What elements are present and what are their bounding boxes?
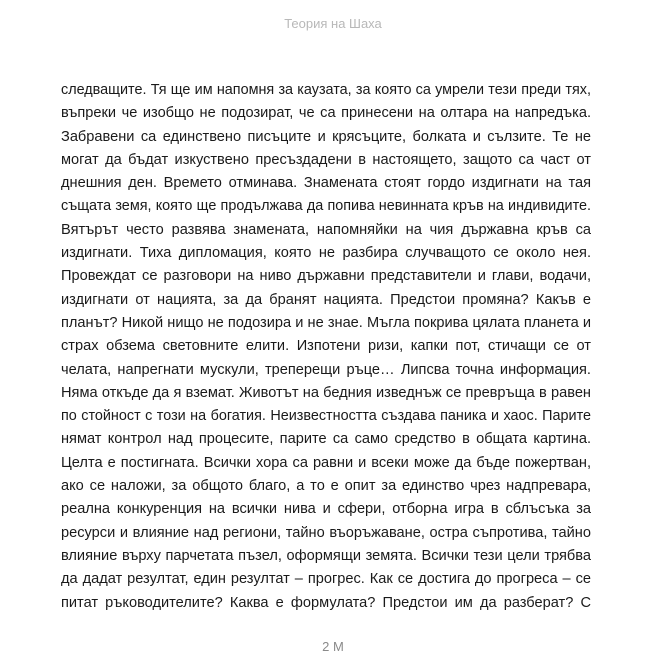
text-line: Забравени са единствено писъците и крясъците, болката и сълзите. Те не xyxy=(61,128,591,145)
text-line: влияние върху парчетата пъзел, оформящи земята. Всички тези цели трябва xyxy=(61,547,591,564)
text-line: издигнати от нацията, за да бранят нацията. Предстои промяна? Какъв е xyxy=(61,291,591,308)
text-line: могат да бъдат изкуствено пресъздадени в настоящето, защото са част от xyxy=(61,151,591,168)
page-number: 2 М xyxy=(322,639,344,654)
text-line: питат ръководителите? Каква е формулата? Предстои им да разберат? С xyxy=(61,594,591,611)
text-line: Целта е постигната. Всички хора са равни и всеки може да бъде пожертван, xyxy=(61,454,591,471)
text-line: да дадат резултат, един резултат – прогрес. Как се достига до прогреса – се xyxy=(61,571,591,588)
running-header: Теория на Шаха xyxy=(284,16,382,31)
text-line: въпреки че изобщо не подозират, че са принесени на олтара на напредъка. xyxy=(61,105,591,122)
text-line: страх обзема световните елити. Изпотени ризи, капки пот, стичащи се от xyxy=(61,338,591,355)
text-line: Няма откъде да я вземат. Животът на бедния изведнъж се превръща в равен xyxy=(61,384,591,401)
text-line: издигнати. Тиха дипломация, която не разбира случващото се около нея. xyxy=(61,245,591,262)
text-line: планът? Никой нищо не подозира и не знае. Мъгла покрива цялата планета и xyxy=(61,314,591,331)
text-line: челата, напрегнати мускули, треперещи ръце… Липсва точна информация. xyxy=(61,361,591,378)
text-line: ресурси и влияние над региони, тайно въоръжаване, остра съпротива, тайно xyxy=(61,524,591,541)
body-text xyxy=(61,79,591,615)
text-line: по стойност с този на богатия. Неизвестността създава паника и хаос. Парите xyxy=(61,408,591,425)
text-line: днешния ден. Времето отминава. Знамената стоят гордо издигнати на тая xyxy=(61,175,591,192)
text-line: Вятърът често развява знамената, напомняйки на чия държавна кръв са xyxy=(61,221,591,238)
text-line: същата земя, която ще продължава да попива невинната кръв на индивидите. xyxy=(61,198,591,215)
text-line: Провеждат се разговори на ниво държавни представители и глави, водачи, xyxy=(61,268,591,285)
text-line: ако се наложи, за общото благо, а то е опит за единство чрез надпревара, xyxy=(61,478,591,495)
text-line: следващите. Тя ще им напомня за каузата, за която са умрели тези преди тях, xyxy=(61,82,591,98)
text-line: нямат контрол над процесите, парите са само средство в общата картина. xyxy=(61,431,591,448)
text-line: реална конкуренция на всички нива и сфери, отборна игра в сблъсъка за xyxy=(61,501,591,518)
